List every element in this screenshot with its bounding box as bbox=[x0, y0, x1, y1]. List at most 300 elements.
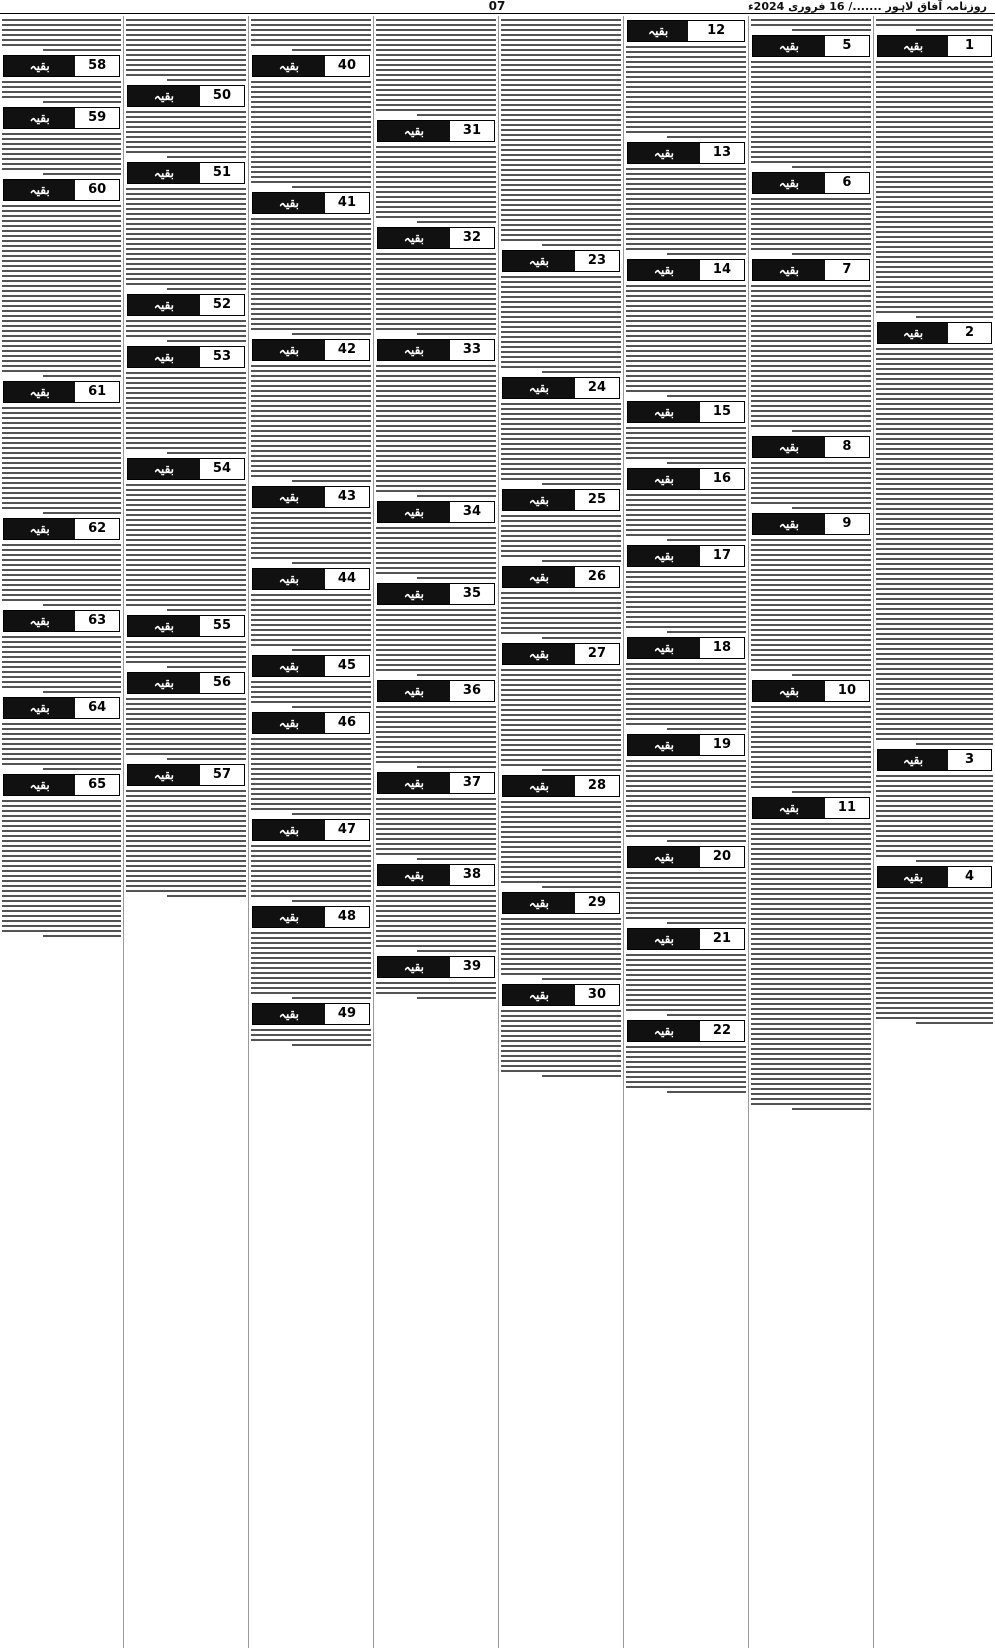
text-line bbox=[751, 609, 871, 611]
text-line bbox=[376, 425, 496, 427]
text-line bbox=[626, 208, 746, 210]
continuation-badge bbox=[252, 712, 370, 734]
text-line bbox=[126, 708, 246, 710]
text-line bbox=[751, 923, 871, 925]
text-line bbox=[876, 992, 993, 994]
continuation-label: بقیہ bbox=[628, 143, 700, 163]
text-line bbox=[251, 547, 371, 549]
text-line bbox=[376, 303, 496, 305]
text-line bbox=[376, 485, 496, 487]
continuation-number: 32 bbox=[450, 228, 494, 248]
continuation-number: 61 bbox=[75, 382, 119, 402]
continuation-label: بقیہ bbox=[128, 673, 200, 693]
text-line bbox=[126, 64, 246, 66]
text-line bbox=[2, 569, 121, 571]
text-line bbox=[251, 624, 371, 626]
continuation-number: 6 bbox=[825, 173, 869, 193]
text-line bbox=[376, 731, 496, 733]
text-line bbox=[2, 910, 121, 912]
continuation-label: بقیہ bbox=[253, 1004, 325, 1024]
text-line bbox=[126, 253, 246, 255]
text-line bbox=[501, 99, 621, 101]
text-line bbox=[876, 800, 993, 802]
text-line bbox=[376, 741, 496, 743]
text-line bbox=[251, 390, 371, 392]
text-line bbox=[501, 918, 621, 920]
text-line bbox=[501, 199, 621, 201]
text-line bbox=[876, 693, 993, 695]
text-line bbox=[2, 920, 121, 922]
text-line bbox=[2, 661, 121, 663]
text-line bbox=[751, 492, 871, 494]
text-line bbox=[126, 335, 246, 337]
text-line bbox=[251, 176, 371, 178]
article-text bbox=[624, 571, 748, 633]
text-line bbox=[501, 134, 621, 136]
text-line bbox=[251, 303, 371, 305]
continuation-badge bbox=[252, 339, 370, 361]
text-line bbox=[2, 930, 121, 932]
text-line bbox=[751, 106, 871, 108]
text-line bbox=[626, 238, 746, 240]
text-line bbox=[251, 686, 371, 688]
text-line bbox=[876, 473, 993, 475]
text-line bbox=[751, 539, 871, 541]
text-line bbox=[751, 1083, 871, 1085]
text-line bbox=[876, 61, 993, 63]
article-text bbox=[749, 198, 873, 255]
continuation-number: 26 bbox=[575, 567, 619, 587]
text-line bbox=[251, 318, 371, 320]
continuation-label: بقیہ bbox=[253, 713, 325, 733]
text-line bbox=[501, 74, 621, 76]
text-line bbox=[501, 622, 621, 624]
text-line bbox=[876, 733, 993, 735]
text-line bbox=[751, 858, 871, 860]
text-line bbox=[876, 196, 993, 198]
text-line bbox=[626, 524, 746, 526]
text-line bbox=[876, 116, 993, 118]
text-line bbox=[626, 835, 746, 837]
text-line bbox=[876, 76, 993, 78]
text-line bbox=[376, 74, 496, 76]
text-line bbox=[751, 300, 871, 302]
text-line bbox=[251, 552, 371, 554]
article-text bbox=[249, 365, 373, 482]
text-line bbox=[251, 793, 371, 795]
text-line bbox=[626, 795, 746, 797]
article-text bbox=[0, 205, 123, 377]
text-line bbox=[876, 353, 993, 355]
text-line bbox=[251, 460, 371, 462]
text-line bbox=[626, 188, 746, 190]
text-line bbox=[626, 912, 746, 914]
text-line bbox=[626, 375, 746, 377]
text-line bbox=[2, 589, 121, 591]
text-line bbox=[626, 683, 746, 685]
text-line bbox=[376, 920, 496, 922]
text-line bbox=[751, 639, 871, 641]
text-line bbox=[126, 278, 246, 280]
text-line bbox=[376, 171, 496, 173]
text-line bbox=[626, 760, 746, 762]
text-line bbox=[251, 890, 371, 892]
text-line bbox=[876, 161, 993, 163]
text-line bbox=[876, 628, 993, 630]
continuation-number: 15 bbox=[700, 402, 744, 422]
continuation-number: 35 bbox=[450, 584, 494, 604]
column-1 bbox=[873, 16, 995, 1648]
text-line bbox=[376, 945, 496, 947]
text-line bbox=[2, 870, 121, 872]
text-line bbox=[2, 365, 121, 367]
text-line bbox=[876, 543, 993, 545]
text-line bbox=[376, 196, 496, 198]
text-line bbox=[501, 316, 621, 318]
text-line bbox=[501, 301, 621, 303]
text-line bbox=[751, 1088, 871, 1090]
text-line bbox=[626, 611, 746, 613]
text-line bbox=[501, 550, 621, 552]
text-line bbox=[126, 233, 246, 235]
text-line bbox=[876, 1012, 993, 1014]
continuation-label: بقیہ bbox=[878, 36, 948, 56]
text-line bbox=[751, 370, 871, 372]
text-line bbox=[2, 245, 121, 247]
text-line bbox=[251, 982, 371, 984]
text-line bbox=[376, 756, 496, 758]
continuation-badge bbox=[752, 436, 870, 458]
text-line bbox=[751, 953, 871, 955]
text-line bbox=[501, 881, 621, 883]
text-line bbox=[2, 805, 121, 807]
text-line bbox=[751, 649, 871, 651]
text-line bbox=[751, 998, 871, 1000]
article-text bbox=[0, 407, 123, 514]
text-line bbox=[751, 467, 871, 469]
text-line bbox=[43, 173, 121, 175]
text-line bbox=[126, 29, 246, 31]
text-line bbox=[876, 653, 993, 655]
text-line bbox=[2, 890, 121, 892]
text-line bbox=[251, 1034, 371, 1036]
text-line bbox=[501, 632, 621, 634]
text-line bbox=[626, 770, 746, 772]
continuation-number: 1 bbox=[948, 36, 991, 56]
continuation-label: بقیہ bbox=[378, 773, 450, 793]
text-line bbox=[626, 606, 746, 608]
text-line bbox=[126, 34, 246, 36]
text-line bbox=[876, 448, 993, 450]
text-line bbox=[2, 925, 121, 927]
text-line bbox=[751, 390, 871, 392]
text-line bbox=[876, 573, 993, 575]
continuation-badge bbox=[252, 486, 370, 508]
text-line bbox=[501, 443, 621, 445]
text-line bbox=[126, 238, 246, 240]
text-line bbox=[876, 673, 993, 675]
text-line bbox=[876, 166, 993, 168]
text-line bbox=[876, 738, 993, 740]
text-line bbox=[2, 447, 121, 449]
text-line bbox=[251, 39, 371, 41]
text-line bbox=[376, 420, 496, 422]
text-line bbox=[251, 470, 371, 472]
text-line bbox=[126, 151, 246, 153]
continuation-label: بقیہ bbox=[378, 681, 450, 701]
text-line bbox=[501, 478, 621, 480]
text-line bbox=[626, 173, 746, 175]
text-line bbox=[376, 440, 496, 442]
text-line bbox=[251, 156, 371, 158]
text-line bbox=[2, 487, 121, 489]
text-line bbox=[501, 679, 621, 681]
text-line bbox=[376, 639, 496, 641]
text-line bbox=[751, 96, 871, 98]
text-line bbox=[376, 890, 496, 892]
text-line bbox=[2, 285, 121, 287]
continuation-label: بقیہ bbox=[628, 929, 700, 949]
text-line bbox=[376, 84, 496, 86]
text-line bbox=[876, 398, 993, 400]
article-text bbox=[624, 872, 748, 924]
text-line bbox=[2, 738, 121, 740]
continuation-label: بقیہ bbox=[753, 36, 825, 56]
text-line bbox=[626, 320, 746, 322]
text-line bbox=[876, 91, 993, 93]
text-line bbox=[126, 412, 246, 414]
text-line bbox=[251, 512, 371, 514]
text-line bbox=[876, 206, 993, 208]
text-line bbox=[626, 805, 746, 807]
text-line bbox=[2, 564, 121, 566]
text-line bbox=[626, 765, 746, 767]
text-line bbox=[167, 758, 246, 760]
text-line bbox=[167, 609, 246, 611]
continuation-label: بقیہ bbox=[4, 108, 75, 128]
text-line bbox=[126, 743, 246, 745]
text-line bbox=[626, 534, 746, 536]
text-line bbox=[626, 121, 746, 123]
text-line bbox=[501, 346, 621, 348]
text-line bbox=[501, 948, 621, 950]
text-line bbox=[251, 136, 371, 138]
continuation-badge bbox=[127, 294, 245, 316]
text-line bbox=[376, 823, 496, 825]
continuation-number: 23 bbox=[575, 251, 619, 271]
text-line bbox=[501, 699, 621, 701]
text-line bbox=[126, 790, 246, 792]
text-line bbox=[501, 39, 621, 41]
text-line bbox=[626, 310, 746, 312]
article-text bbox=[374, 146, 498, 223]
text-line bbox=[626, 218, 746, 220]
text-line bbox=[751, 776, 871, 778]
continuation-number: 31 bbox=[450, 121, 494, 141]
text-line bbox=[751, 1068, 871, 1070]
continuation-badge bbox=[377, 772, 495, 794]
text-line bbox=[376, 263, 496, 265]
article-text bbox=[249, 738, 373, 815]
text-line bbox=[751, 918, 871, 920]
text-line bbox=[2, 666, 121, 668]
continuation-number: 58 bbox=[75, 56, 119, 76]
text-line bbox=[501, 234, 621, 236]
text-line bbox=[376, 19, 496, 21]
text-line bbox=[376, 318, 496, 320]
text-line bbox=[626, 509, 746, 511]
continuation-badge bbox=[877, 35, 992, 57]
text-line bbox=[126, 263, 246, 265]
text-line bbox=[751, 943, 871, 945]
text-line bbox=[2, 19, 121, 21]
text-line bbox=[126, 840, 246, 842]
text-line bbox=[251, 701, 371, 703]
text-line bbox=[876, 553, 993, 555]
text-line bbox=[626, 432, 746, 434]
continuation-number: 34 bbox=[450, 502, 494, 522]
text-line bbox=[876, 438, 993, 440]
text-line bbox=[376, 659, 496, 661]
continuation-badge bbox=[627, 259, 745, 281]
text-line bbox=[501, 801, 621, 803]
text-line bbox=[251, 233, 371, 235]
text-line bbox=[376, 557, 496, 559]
text-line bbox=[376, 736, 496, 738]
text-line bbox=[376, 910, 496, 912]
text-line bbox=[2, 295, 121, 297]
text-line bbox=[501, 968, 621, 970]
text-line bbox=[2, 820, 121, 822]
text-line bbox=[501, 229, 621, 231]
masthead bbox=[0, 0, 995, 14]
text-line bbox=[751, 315, 871, 317]
text-line bbox=[251, 594, 371, 596]
text-line bbox=[376, 166, 496, 168]
text-line bbox=[251, 778, 371, 780]
continuation-number: 50 bbox=[200, 86, 244, 106]
text-line bbox=[626, 285, 746, 287]
text-line bbox=[2, 748, 121, 750]
text-line bbox=[2, 275, 121, 277]
continuation-label: بقیہ bbox=[253, 907, 325, 927]
text-line bbox=[626, 203, 746, 205]
text-line bbox=[126, 604, 246, 606]
text-line bbox=[251, 634, 371, 636]
text-line bbox=[376, 109, 496, 111]
text-line bbox=[251, 977, 371, 979]
text-line bbox=[626, 616, 746, 618]
continuation-number: 65 bbox=[75, 775, 119, 795]
text-line bbox=[751, 848, 871, 850]
continuation-number: 36 bbox=[450, 681, 494, 701]
text-line bbox=[876, 790, 993, 792]
text-line bbox=[751, 828, 871, 830]
continuation-number: 43 bbox=[325, 487, 369, 507]
continuation-number: 13 bbox=[700, 143, 744, 163]
continuation-label: بقیہ bbox=[628, 260, 700, 280]
text-line bbox=[167, 288, 246, 290]
text-line bbox=[876, 942, 993, 944]
text-line bbox=[876, 141, 993, 143]
text-line bbox=[501, 1010, 621, 1012]
text-line bbox=[876, 583, 993, 585]
continuation-badge bbox=[377, 864, 495, 886]
text-line bbox=[126, 325, 246, 327]
continuation-badge bbox=[3, 697, 120, 719]
text-line bbox=[417, 114, 496, 116]
text-line bbox=[876, 728, 993, 730]
text-line bbox=[876, 186, 993, 188]
text-line bbox=[876, 688, 993, 690]
text-line bbox=[126, 489, 246, 491]
text-line bbox=[751, 958, 871, 960]
text-line bbox=[501, 291, 621, 293]
text-line bbox=[251, 278, 371, 280]
text-line bbox=[376, 527, 496, 529]
text-line bbox=[667, 539, 746, 541]
text-line bbox=[751, 878, 871, 880]
text-line bbox=[626, 519, 746, 521]
text-line bbox=[626, 360, 746, 362]
article-text bbox=[0, 636, 123, 693]
text-line bbox=[501, 24, 621, 26]
text-line bbox=[876, 126, 993, 128]
text-line bbox=[251, 161, 371, 163]
text-line bbox=[251, 425, 371, 427]
continuation-badge bbox=[377, 583, 495, 605]
text-line bbox=[751, 1013, 871, 1015]
continuation-label: بقیہ bbox=[253, 820, 325, 840]
text-line bbox=[751, 1073, 871, 1075]
text-line bbox=[626, 248, 746, 250]
continuation-badge bbox=[877, 749, 992, 771]
dateline: روزنامہ آفاق لاہور ......./ 16 فروری 2024ء bbox=[748, 0, 987, 13]
article-text bbox=[874, 348, 995, 745]
text-line bbox=[2, 34, 121, 36]
text-line bbox=[876, 291, 993, 293]
text-line bbox=[501, 816, 621, 818]
text-line bbox=[126, 748, 246, 750]
text-line bbox=[876, 917, 993, 919]
continuation-label: بقیہ bbox=[128, 347, 200, 367]
text-line bbox=[376, 395, 496, 397]
text-line bbox=[876, 246, 993, 248]
text-line bbox=[876, 513, 993, 515]
continuation-label: بقیہ bbox=[628, 735, 700, 755]
article-text bbox=[124, 698, 248, 760]
text-line bbox=[376, 664, 496, 666]
continuation-badge bbox=[127, 85, 245, 107]
text-line bbox=[251, 681, 371, 683]
text-line bbox=[501, 846, 621, 848]
continuation-number: 38 bbox=[450, 865, 494, 885]
text-line bbox=[501, 744, 621, 746]
text-line bbox=[751, 161, 871, 163]
text-line bbox=[126, 569, 246, 571]
continuation-number: 12 bbox=[688, 21, 744, 41]
text-line bbox=[876, 703, 993, 705]
text-line bbox=[751, 425, 871, 427]
text-line bbox=[2, 427, 121, 429]
text-line bbox=[376, 273, 496, 275]
text-line bbox=[751, 213, 871, 215]
text-line bbox=[751, 893, 871, 895]
text-line bbox=[751, 305, 871, 307]
text-line bbox=[2, 215, 121, 217]
continuation-number: 10 bbox=[825, 681, 869, 701]
text-line bbox=[876, 24, 993, 26]
